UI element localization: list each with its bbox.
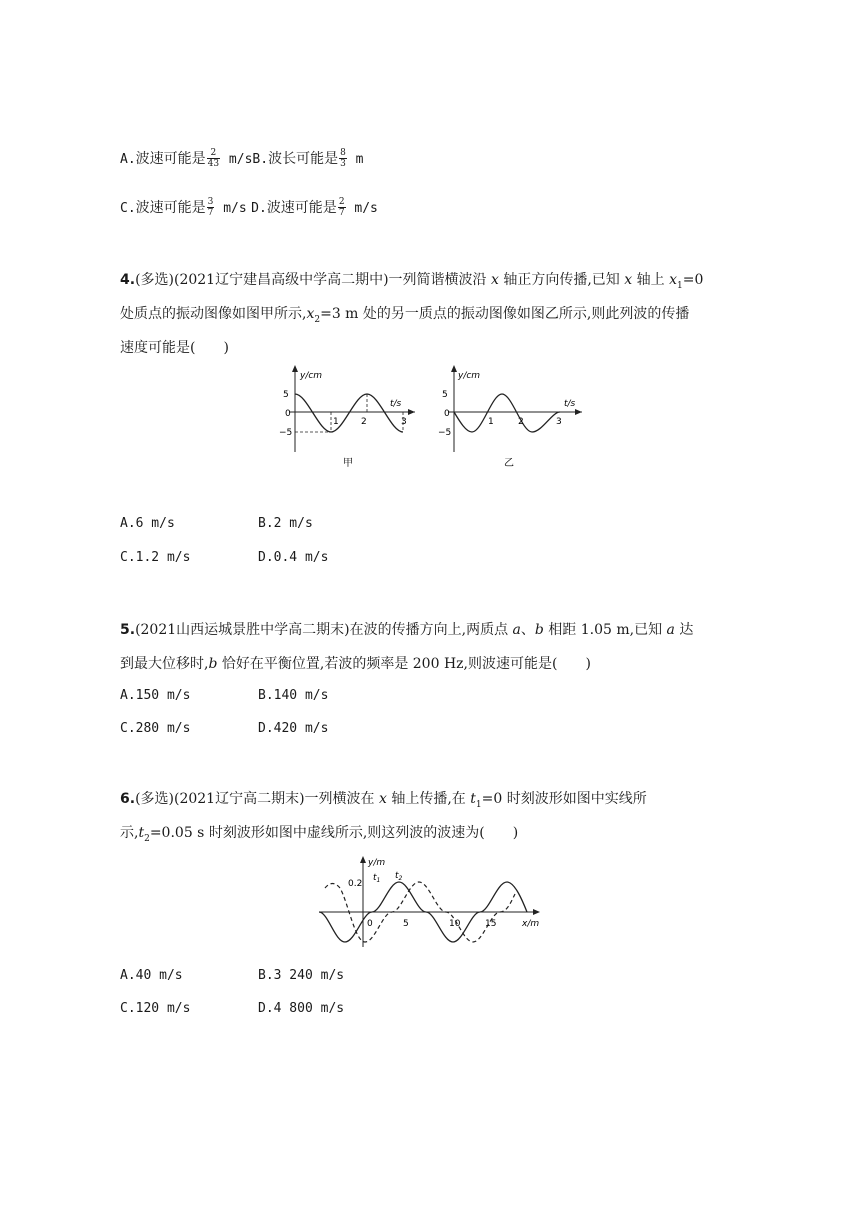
question-number: 6.: [120, 791, 136, 807]
q6-option-c: C.120 m/s: [120, 1001, 191, 1016]
q3-options-row-1: [120, 148, 363, 170]
q4-option-a: A.6 m/s: [120, 516, 175, 531]
y-tick-0: 0: [444, 409, 450, 419]
x-axis-label: t/s: [564, 399, 576, 409]
q4-option-c: C.1.2 m/s: [120, 550, 191, 565]
figure-caption: 甲: [343, 458, 353, 469]
y-tick-0: 0: [285, 409, 291, 419]
vibration-curve: [454, 394, 560, 432]
label-t1: $t_1$: [373, 873, 381, 884]
x-tick-2: 2: [361, 417, 367, 427]
q5-option-d: D.420 m/s: [258, 721, 329, 736]
y-axis-label: y/cm: [458, 371, 481, 381]
y-axis-label: y/cm: [300, 371, 323, 381]
q4-stem-line-3: 速度可能是( ): [120, 340, 229, 356]
q4-figure-yi: [432, 362, 582, 477]
x-tick-2: 2: [518, 417, 524, 427]
y-axis-label: y/m: [368, 858, 386, 868]
x-tick-1: 1: [488, 417, 494, 427]
x-axis-label: t/s: [390, 399, 402, 409]
q4-option-d: D.0.4 m/s: [258, 550, 329, 565]
x-axis-label: x/m: [522, 919, 540, 929]
q3-options-row-2: [120, 197, 378, 219]
q3-option-a: A.波速可能是 $\frac{2}{43}$ m/s: [120, 148, 253, 169]
label-t2: $t_2$: [395, 871, 403, 882]
q4-option-b: B.2 m/s: [258, 516, 313, 531]
x-tick-5: 5: [403, 919, 409, 929]
q3-option-d: D.波速可能是 $\frac{2}{7}$ m/s: [251, 197, 378, 218]
x-tick-0: 0: [367, 919, 373, 929]
q6-option-a: A.40 m/s: [120, 968, 183, 983]
x-tick-15: 15: [485, 919, 497, 929]
q3-option-b: B.波长可能是 $\frac{8}{3}$ m: [252, 148, 364, 169]
q3-option-c: C.波速可能是 $\frac{3}{7}$ m/s: [120, 197, 247, 218]
x-tick-3: 3: [401, 417, 407, 427]
x-tick-10: 10: [449, 919, 461, 929]
y-tick-0.2: 0.2: [348, 879, 363, 889]
question-number: 5.: [120, 622, 136, 638]
q6-stem-line-2: 示$,t_2=0.05$ s 时刻波形如图中虚线所示,则这列波的波速为( ): [120, 825, 519, 844]
y-tick-neg5: −5: [279, 428, 293, 438]
q5-option-b: B.140 m/s: [258, 688, 329, 703]
q4-stem-line-2: 处质点的振动图像如图甲所示$,x_2=3$ m 处的另一质点的振动图像如图乙所示,则此列波的传播: [120, 306, 690, 325]
q5-option-a: A.150 m/s: [120, 688, 191, 703]
x-tick-1: 1: [333, 417, 339, 427]
q4-stem-line-1: 4.(多选)(2021辽宁建昌高级中学高二期中)一列简谐横波沿 x 轴正方向传播,已知 x 轴上 $x_1=0$: [120, 272, 704, 291]
q5-stem-line-1: 5.(2021山西运城景胜中学高二期末)在波的传播方向上,两质点 a、b 相距 1.05 m,已知 a 达: [120, 622, 694, 638]
q6-option-b: B.3 240 m/s: [258, 968, 345, 983]
y-tick-5: 5: [283, 390, 289, 400]
vibration-curve: [295, 394, 403, 432]
q4-figure-jia: [275, 362, 415, 477]
q5-stem-line-2: 到最大位移时,b 恰好在平衡位置,若波的频率是 200 Hz,则波速可能是( ): [120, 656, 591, 672]
question-number: 4.: [120, 272, 136, 288]
figure-caption: 乙: [504, 458, 514, 469]
q6-stem-line-1: 6.(多选)(2021辽宁高二期末)一列横波在 x 轴上传播,在 $t_1=0$ 时刻波形如图中实线所: [120, 791, 647, 810]
y-tick-5: 5: [442, 390, 448, 400]
q6-waveform-figure: [315, 852, 550, 948]
q6-option-d: D.4 800 m/s: [258, 1001, 345, 1016]
y-tick-neg5: −5: [438, 428, 452, 438]
q5-option-c: C.280 m/s: [120, 721, 191, 736]
x-tick-3: 3: [556, 417, 562, 427]
